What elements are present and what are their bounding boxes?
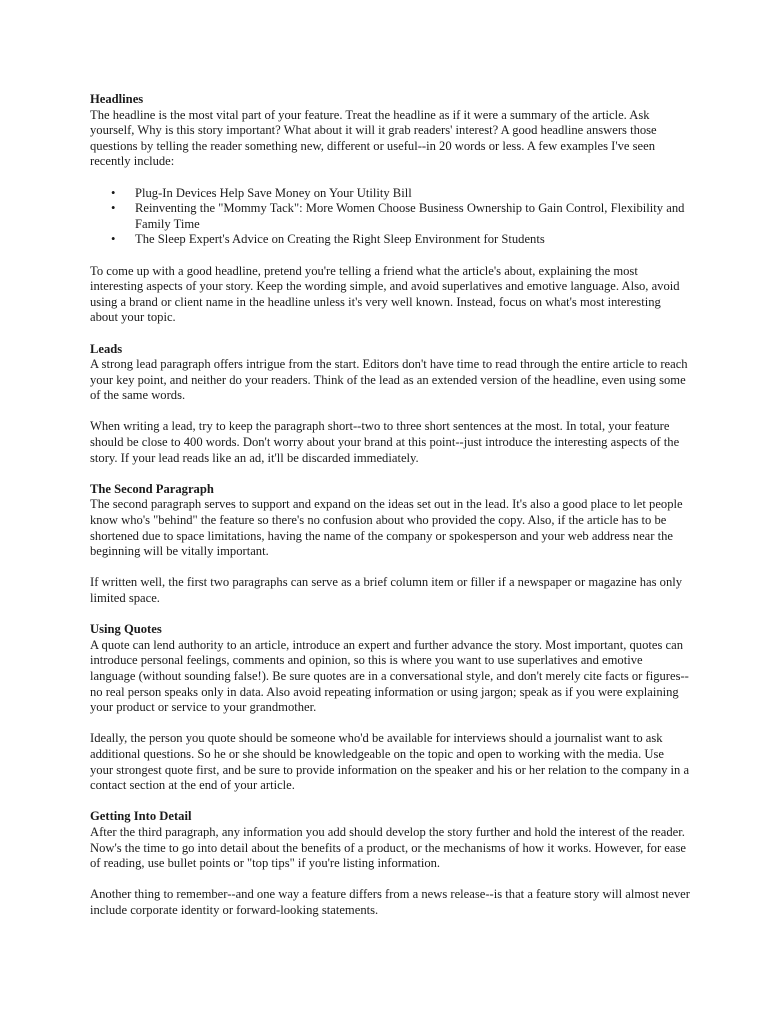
section-using-quotes <box>90 622 690 794</box>
section-heading: The Second Paragraph <box>90 481 214 496</box>
bullet-list <box>90 186 690 248</box>
section-second-paragraph <box>90 482 690 607</box>
paragraph: A strong lead paragraph offers intrigue from the start. Editors don't have time to read through the entire article to reach your key point, and neither do your readers. Think of the lead as an extended version of the headline, even using some of the same words. <box>90 357 688 403</box>
paragraph: If written well, the first two paragraphs can serve as a brief column item or filler if a newspaper or magazine has only limited space. <box>90 575 683 605</box>
paragraph: Another thing to remember--and one way a feature differs from a news release--is that a feature story will almost never include corporate identity or forward-looking statements. <box>90 887 690 917</box>
document-page <box>90 92 690 934</box>
paragraph: When writing a lead, try to keep the paragraph short--two to three short sentences at the most. In total, your feature should be close to 400 words. Don't worry about your brand at this point--just introduce the interesting aspects of the story. If your lead reads like an ad, it'll be discarded immediately. <box>90 419 680 465</box>
section-getting-into-detail <box>90 809 690 918</box>
paragraph: To come up with a good headline, pretend you're telling a friend what the article's about, explaining the most interesting aspects of your story. Keep the wording simple, and avoid superlatives and emotive language. Also, avoid using a brand or client name in the headline unless it's very well known. Instead, focus on what's most interesting about your topic. <box>90 263 680 325</box>
section-headlines <box>90 92 690 326</box>
section-heading: Leads <box>90 341 123 356</box>
section-heading: Getting Into Detail <box>90 809 192 824</box>
list-item: • Reinventing the "Mommy Tack": More Women Choose Business Ownership to Gain Control, Flexibility and Family Time <box>135 201 690 232</box>
section-heading: Headlines <box>90 92 144 106</box>
list-item: • Plug-In Devices Help Save Money on Your Utility Bill <box>135 186 690 202</box>
paragraph: The headline is the most vital part of your feature. Treat the headline as if it were a summary of the article. Ask yourself, Why is this story important? What about it will it grab readers' interest? A good headline answers those questions by telling the reader something new, different or useful--in 20 words or less. A few examples I've seen recently include: <box>90 107 657 169</box>
list-item: • The Sleep Expert's Advice on Creating the Right Sleep Environment for Students <box>135 232 690 248</box>
paragraph: The second paragraph serves to support and expand on the ideas set out in the lead. It's also a good place to let people know who's "behind" the feature so there's no confusion about who provided the copy. Also, if the article has to be shortened due to space limitations, having the name of the company or spokesperson and your web address near the beginning will be vitally important. <box>90 497 683 559</box>
paragraph: After the third paragraph, any information you add should develop the story further and hold the interest of the reader. Now's the time to go into detail about the benefits of a product, or the mechanisms of how it works. However, for ease of reading, use bullet points or "top tips" if you're listing information. <box>90 824 686 871</box>
paragraph: Ideally, the person you quote should be someone who'd be available for interviews should a journalist want to ask additional questions. So he or she should be knowledgeable on the topic and open to working with the media. Use your strongest quote first, and be sure to provide information on the speaker and his or her relation to the company in a contact section at the end of your article. <box>90 731 690 793</box>
section-leads <box>90 342 690 467</box>
paragraph: A quote can lend authority to an article, introduce an expert and further advance the story. Most important, quotes can introduce personal feelings, comments and opinion, so this is where you want to use superlatives and emotive language (without sounding false!). Be sure quotes are in a conversational style, and don't merely cite facts or figures--no real person speaks only in data. Also avoid repeating information or using jargon; speak as if you were explaining your product or service to your grandmother. <box>90 637 689 715</box>
section-heading: Using Quotes <box>90 622 162 637</box>
